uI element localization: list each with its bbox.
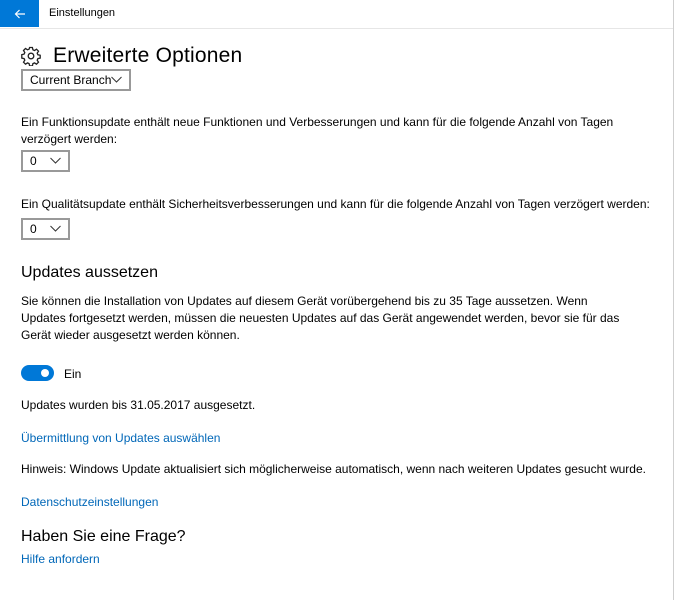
gear-icon xyxy=(21,46,41,66)
pause-updates-heading: Updates aussetzen xyxy=(21,264,158,281)
chevron-down-icon xyxy=(50,155,61,165)
page-title: Erweiterte Optionen xyxy=(53,44,243,67)
feature-update-days-select[interactable] xyxy=(21,150,70,172)
hint-text: Hinweis: Windows Update aktualisiert sich möglicherweise automatisch, wenn nach weiteren Updates gesucht wurde. xyxy=(21,462,646,476)
pause-updates-description: Sie können die Installation von Updates auf diesem Gerät vorübergehend bis zu 35 Tage aussetzen. Wenn Updates fortgesetzt werden, müssen die neuesten Updates auf das Gerät angewendet werden, bevor sie für das Gerät wieder ausgesetzt werden können. xyxy=(21,294,620,342)
get-help-link[interactable]: Hilfe anfordern xyxy=(21,552,100,566)
pause-updates-toggle[interactable] xyxy=(21,365,54,381)
title-bar xyxy=(0,0,674,29)
pause-updates-toggle-label: Ein xyxy=(64,367,82,381)
back-button[interactable] xyxy=(0,0,39,27)
feature-update-description: Ein Funktionsupdate enthält neue Funktionen und Verbesserungen und kann für die folgende Anzahl von Tagen verzögert werden: xyxy=(21,115,614,146)
quality-update-days-select[interactable] xyxy=(21,218,70,240)
delivery-optimization-link[interactable]: Übermittlung von Updates auswählen xyxy=(21,431,221,445)
branch-select[interactable] xyxy=(21,69,131,91)
chevron-down-icon xyxy=(50,223,61,233)
branch-select-value: Current Branch xyxy=(30,73,112,87)
quality-update-description: Ein Qualitätsupdate enthält Sicherheitsverbesserungen und kann für die folgende Anzahl von Tagen verzögert werden: xyxy=(21,197,650,211)
app-title: Einstellungen xyxy=(49,7,116,19)
page-header xyxy=(21,44,242,68)
quality-update-days-value: 0 xyxy=(30,222,37,236)
arrow-left-icon xyxy=(14,9,26,19)
toggle-knob xyxy=(41,369,49,377)
feature-update-days-value: 0 xyxy=(30,154,37,168)
question-heading: Haben Sie eine Frage? xyxy=(21,528,186,545)
chevron-down-icon xyxy=(111,74,122,84)
pause-status-text: Updates wurden bis 31.05.2017 ausgesetzt. xyxy=(21,398,256,412)
privacy-settings-link[interactable]: Datenschutzeinstellungen xyxy=(21,495,159,509)
